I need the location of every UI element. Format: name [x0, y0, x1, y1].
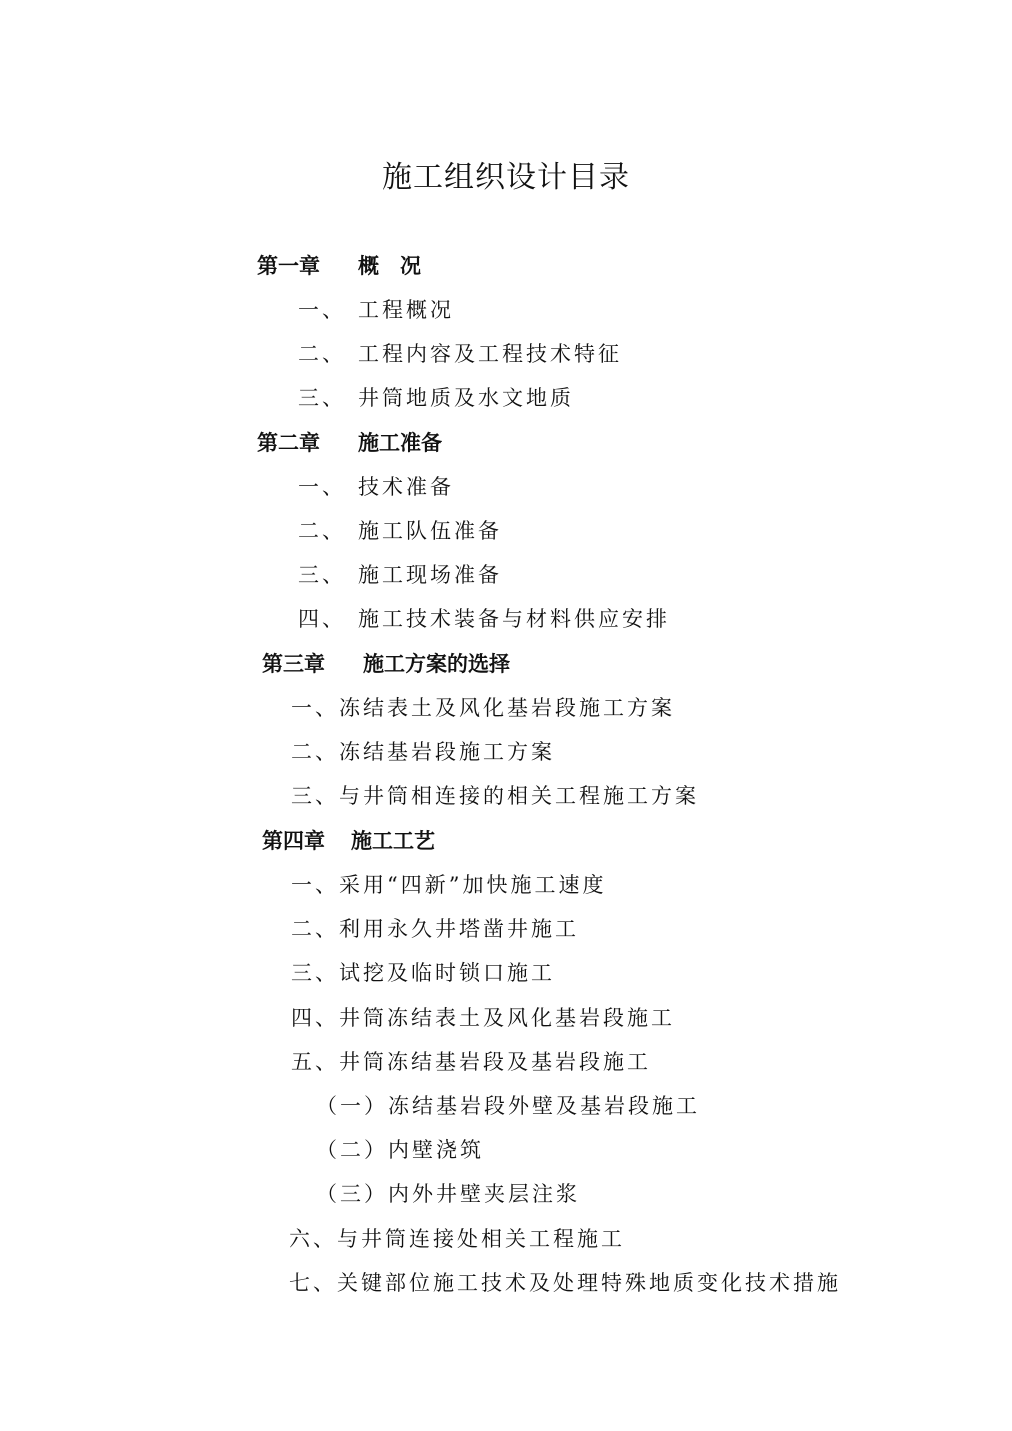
section-title: 井筒地质及水文地质: [358, 386, 574, 410]
toc-subsection: （一）冻结基岩段外壁及基岩段施工: [316, 1094, 700, 1118]
chapter-name: 概 况: [358, 253, 421, 278]
section-title: 施工现场准备: [358, 563, 502, 587]
chapter-name: 施工准备: [358, 430, 442, 455]
section-number: 四、: [298, 607, 346, 631]
chapter-name: 施工工艺: [351, 828, 435, 853]
toc-section: 三、与井筒相连接的相关工程施工方案: [291, 784, 699, 808]
toc-section: [298, 605, 670, 633]
section-number: 三、: [298, 386, 346, 410]
section-title: 工程内容及工程技术特征: [358, 342, 622, 366]
chapter-number: 第二章: [257, 430, 320, 455]
section-title: 工程概况: [358, 298, 454, 322]
toc-section: 二、冻结基岩段施工方案: [291, 740, 555, 764]
toc-section: 一、采用“四新”加快施工速度: [291, 873, 607, 897]
toc-section: [298, 296, 454, 324]
toc-section: 六、与井筒连接处相关工程施工: [289, 1227, 625, 1251]
section-number: 二、: [298, 519, 346, 543]
chapter-number: 第四章: [262, 828, 325, 853]
chapter-number: 第三章: [262, 651, 325, 676]
toc-section: [298, 340, 622, 368]
toc-chapter-3: [262, 650, 510, 678]
section-title: 施工技术装备与材料供应安排: [358, 607, 670, 631]
toc-chapter-1: [257, 252, 421, 280]
toc-section: 七、关键部位施工技术及处理特殊地质变化技术措施: [289, 1271, 841, 1295]
toc-section: [298, 517, 502, 545]
toc-section: [298, 561, 502, 589]
toc-subsection: （二）内壁浇筑: [316, 1138, 484, 1162]
toc-chapter-2: [257, 429, 442, 457]
toc-subsection: （三）内外井壁夹层注浆: [316, 1182, 580, 1206]
section-title: 施工队伍准备: [358, 519, 502, 543]
section-number: 三、: [298, 563, 346, 587]
toc-section: 三、试挖及临时锁口施工: [291, 961, 555, 985]
toc-section: 一、冻结表土及风化基岩段施工方案: [291, 696, 675, 720]
section-title: 技术准备: [358, 475, 454, 499]
toc-section: 二、利用永久井塔凿井施工: [291, 917, 579, 941]
chapter-name: 施工方案的选择: [363, 651, 510, 676]
section-number: 一、: [298, 475, 346, 499]
toc-section: [298, 384, 574, 412]
toc-chapter-4: [262, 827, 435, 855]
toc-section: [298, 473, 454, 501]
toc-section: 五、井筒冻结基岩段及基岩段施工: [291, 1050, 651, 1074]
section-number: 二、: [298, 342, 346, 366]
document-title: 施工组织设计目录: [382, 160, 630, 195]
toc-section: 四、井筒冻结表土及风化基岩段施工: [291, 1006, 675, 1030]
chapter-number: 第一章: [257, 253, 320, 278]
section-number: 一、: [298, 298, 346, 322]
